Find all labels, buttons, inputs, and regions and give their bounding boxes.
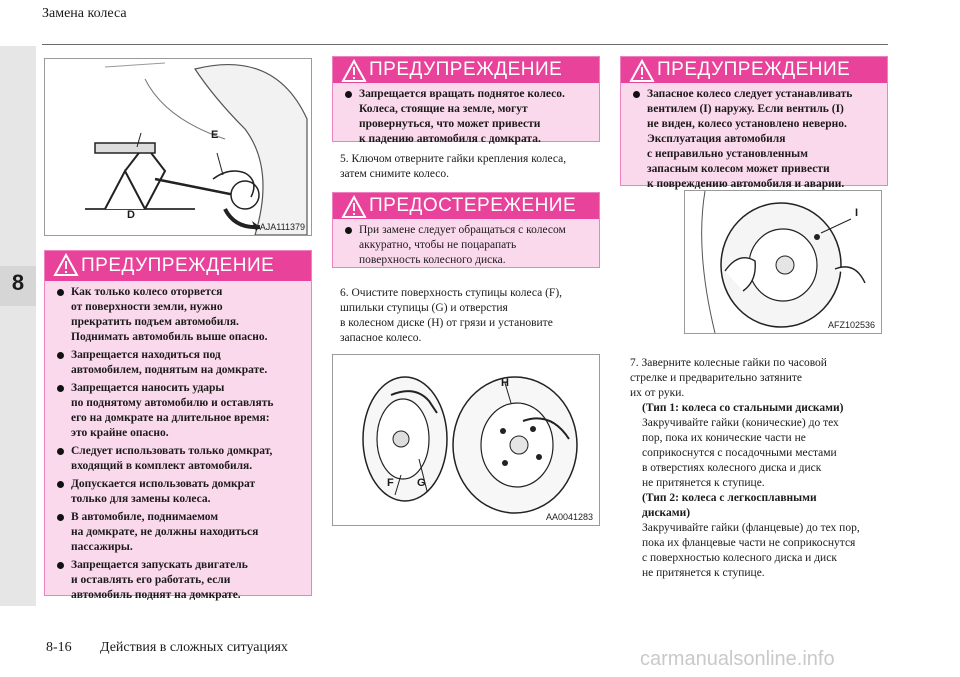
warning-title: ПРЕДУПРЕЖДЕНИЕ	[657, 59, 851, 80]
warning-item: Запрещается находиться под автомобилем, поднятым на домкрате.	[53, 348, 303, 378]
warning-title: ПРЕДУПРЕЖДЕНИЕ	[369, 59, 563, 80]
warning-item: Запасное колесо следует устанавливать вентилем (I) наружу. Если вентиль (I) не виден, колесо установлено неверно. Эксплуатация автомобиля с неправильно установленным запасным колесом может привести к повреждению автомобиля и аварии.	[629, 87, 879, 192]
caution-list	[341, 223, 591, 268]
warning-item: Как только колесо оторвется от поверхности земли, нужно прекратить подъем автомобиля. Поднимать автомобиль выше опасно.	[53, 285, 303, 345]
chapter-number: 8	[11, 270, 25, 295]
page-title: Замена колеса	[42, 6, 127, 21]
watermark: carmanualsonline.info	[640, 648, 835, 670]
warning-box-spare	[620, 56, 888, 190]
caution-triangle-icon	[341, 195, 367, 219]
warning-triangle-icon	[53, 253, 79, 277]
type2-heading: (Тип 2: колеса с легкосплавными дисками)	[642, 492, 817, 519]
spare-wheel-illustration	[685, 191, 881, 333]
warning-triangle-icon	[341, 59, 367, 83]
jack-illustration	[45, 59, 311, 235]
step-5: 5. Ключом отверните гайки крепления колеса, затем снимите колесо.	[340, 153, 567, 180]
warning-item: Запрещается запускать двигатель и оставлять его работать, если автомобиль поднят на домкрате.	[53, 558, 303, 603]
warning-item: Запрещается вращать поднятое колесо. Колеса, стоящие на земле, могут провернуться, что может привести к падению автомобиля с домкрата.	[341, 87, 591, 147]
warning-header	[45, 251, 311, 281]
warning-item: Запрещается наносить удары по поднятому автомобилю и оставлять его на домкрате на длительное время: это крайне опасно.	[53, 381, 303, 441]
caution-item: При замене следует обращаться с колесом аккуратно, чтобы не поцарапать поверхность колесного диска.	[341, 223, 591, 268]
warning-title: ПРЕДУПРЕЖДЕНИЕ	[81, 255, 275, 276]
warning-triangle-icon	[629, 59, 655, 83]
hub-illustration	[333, 355, 599, 525]
warning-item: Следует использовать только домкрат, входящий в комплект автомобиля.	[53, 444, 303, 474]
step-7-intro: 7. Заверните колесные гайки по часовой стрелке и предварительно затяните их от руки.	[630, 357, 827, 399]
label-h: H	[501, 377, 509, 389]
figure-code: AA0041283	[545, 512, 593, 522]
warning-header	[333, 57, 599, 83]
hub-figure	[332, 354, 600, 526]
type1-text: Закручивайте гайки (конические) до тех пор, пока их конические части не соприкоснутся с посадочными местами в отверстиях колесного диска и диск не притянется к ступице.	[642, 417, 839, 489]
step-7	[630, 356, 892, 581]
warning-header	[621, 57, 887, 83]
warning-item: Допускается использовать домкрат только для замены колеса.	[53, 477, 303, 507]
label-i: I	[855, 207, 859, 219]
label-e: E	[211, 129, 219, 141]
warning-list	[629, 87, 879, 192]
warning-list	[53, 285, 303, 603]
figure-code: AFZ102536	[827, 320, 875, 330]
type2-text: Закручивайте гайки (фланцевые) до тех пор, пока их фланцевые части не соприкоснутся с поверхностью колесного диска и диск не притянется к ступице.	[642, 522, 860, 579]
label-d: D	[127, 209, 135, 221]
section-title: Действия в сложных ситуациях	[100, 640, 288, 655]
step-6: 6. Очистите поверхность ступицы колеса (F), шпильки ступицы (G) и отверстия в колесном диске (H) от грязи и установите запасное колесо.	[340, 287, 563, 344]
caution-box	[332, 192, 600, 268]
warning-box-lifting	[44, 250, 312, 601]
header-divider	[42, 44, 888, 45]
jack-figure	[44, 58, 312, 236]
figure-code: AJA111379	[259, 222, 305, 232]
page-number: 8-16	[46, 640, 72, 655]
chapter-strip	[0, 46, 36, 606]
type1-heading: (Тип 1: колеса со стальными дисками)	[642, 402, 844, 414]
label-g: G	[417, 477, 426, 489]
caution-title: ПРЕДОСТЕРЕЖЕНИЕ	[369, 195, 577, 216]
warning-box-rotation	[332, 56, 600, 145]
warning-list	[341, 87, 591, 147]
label-f: F	[387, 477, 394, 489]
spare-wheel-figure	[684, 190, 882, 334]
caution-header	[333, 193, 599, 219]
warning-item: В автомобиле, поднимаемом на домкрате, не должны находиться пассажиры.	[53, 510, 303, 555]
